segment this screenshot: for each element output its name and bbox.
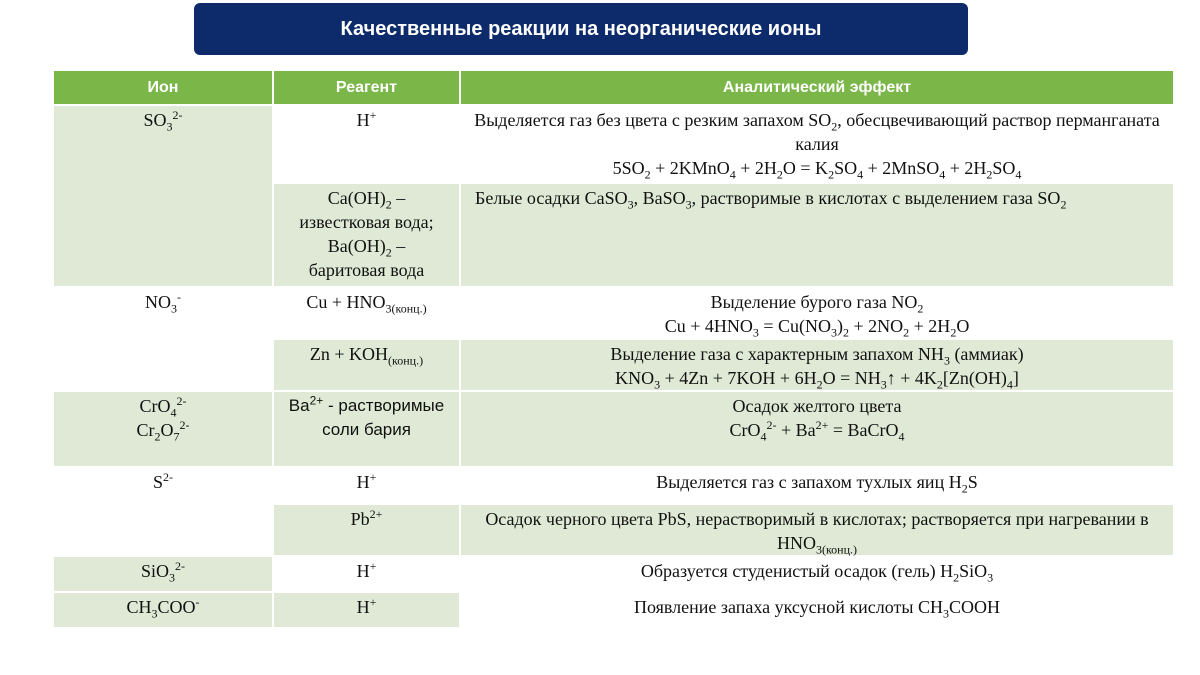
effect-cell-sulfide-h: Выделяется газ с запахом тухлых яиц $H_2S$ [460, 467, 1173, 504]
effect-cell-so3-h: Выделяется газ без цвета с резким запахом $SO_2$, обесцвечивающий раствор перманганата калия $5SO_2$ + 2KMnO$_4$ + $2H_2O = K_2SO_4$ + 2MnSO$_4$ + $2H_2SO_4$ [460, 105, 1173, 183]
effect-cell-no3-cu: Выделение бурого газа $NO_2$ $Cu + 4HNO_3 = Cu(NO_3)_2 + 2NO_2 + 2H_2O$ [460, 287, 1173, 339]
reagent-cell-h: H+ [273, 467, 460, 504]
table-row [54, 105, 1173, 183]
table-header-row [54, 71, 1173, 105]
table-row [54, 592, 1173, 628]
equation: $CrO_4^{2-} + Ba^{2+}$ = BaCrO$_4$ [729, 418, 905, 444]
reagent-cell-hydroxides: $Ca(OH)_2$ – известковая вода; $Ba(OH)_2$ – баритовая вода [273, 183, 460, 287]
header-reagent: Реагент [273, 71, 460, 105]
effect-cell-chromate: Осадок желтого цвета $CrO_4^{2-} + Ba^{2+}$ = BaCrO$_4$ [460, 391, 1173, 467]
reagent-cell-cu-hno3: $Cu + HNO_{3(конц.)}$ [273, 287, 460, 339]
equation: $5SO_2$ + 2KMnO$_4$ + $2H_2O = K_2SO_4$ + 2MnSO$_4$ + $2H_2SO_4$ [612, 158, 1022, 182]
effect-cell-sulfide-pb: Осадок черного цвета PbS, нерастворимый в кислотах; растворяется при нагревании в $HNO_{3(конц.)}$ [460, 504, 1173, 556]
reagent-cell-lead: $Pb^{2+}$ [273, 504, 460, 556]
reagent-cell-zn-koh: $Zn + KOH_{(конц.)}$ [273, 339, 460, 391]
reagent-cell-barium: $Ba^{2+}$ - растворимые соли бария [273, 391, 460, 467]
ion-cell-acetate: $CH_3COO^-$ [54, 592, 273, 628]
ion-reactions-table [54, 71, 1173, 629]
header-effect: Аналитический эффект [460, 71, 1173, 105]
effect-cell-acetate: Появление запаха уксусной кислоты $CH_3COOH$ [460, 592, 1173, 628]
reagent-cell-h: H+ [273, 556, 460, 592]
reagent-cell-h: H+ [273, 105, 460, 183]
ion-cell-no3: $NO_3^-$ [54, 287, 273, 391]
ion-cell-sulfide: $S^{2-}$ [54, 467, 273, 556]
ion-cell-silicate: SiO$_3^{2-}$ [54, 556, 273, 592]
header-ion: Ион [54, 71, 273, 105]
ion-cell-chromate: CrO$_4^{2-}$ $Cr_2O_7^{2-}$ [54, 391, 273, 467]
table-row [54, 391, 1173, 467]
effect-cell-so3-hydroxides: Белые осадки CaSO$_3$, BaSO$_3$, растворимые в кислотах с выделением газа $SO_2$ [460, 183, 1173, 287]
reagent-cell-h: H+ [273, 592, 460, 628]
table-row [54, 287, 1173, 339]
equation: $KNO_3 + 4Zn + 7KOH + 6H_2O$ = $NH_3↑ + 4K_2[Zn(OH)_4]$ [615, 368, 1019, 392]
equation: $Cu + 4HNO_3 = Cu(NO_3)_2 + 2NO_2 + 2H_2O$ [664, 316, 970, 340]
table-row [54, 556, 1173, 592]
effect-cell-silicate: Образуется студенистый осадок (гель) $H_2SiO_3$ [460, 556, 1173, 592]
table-row [54, 467, 1173, 504]
page-title: Качественные реакции на неорганические ионы [194, 3, 968, 55]
effect-cell-no3-zn: Выделение газа с характерным запахом $NH_3$ (аммиак) $KNO_3 + 4Zn + 7KOH + 6H_2O$ = $NH_3↑ + 4K_2[Zn(OH)_4]$ [460, 339, 1173, 391]
ion-cell-so3: $SO_3^{2-}$ [54, 105, 273, 287]
